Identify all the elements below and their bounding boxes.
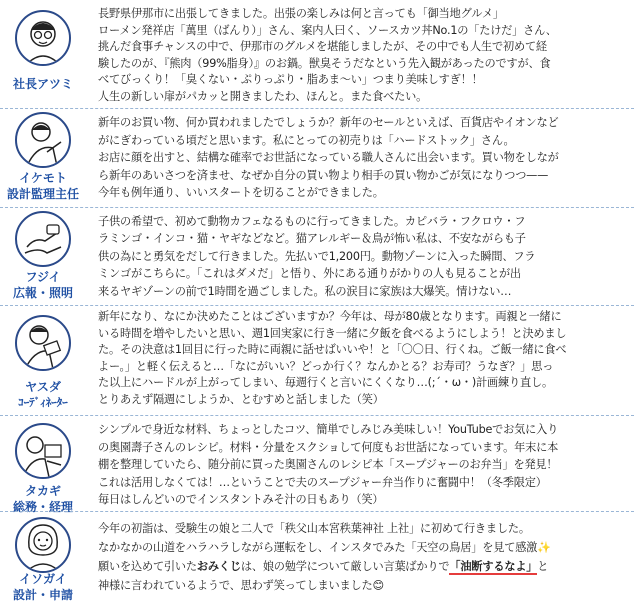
text-line: よー。」と軽く伝えると…「なにがいい？どっか行く？なんかとる？お寿司？うなぎ？」思っ	[98, 359, 554, 373]
name-title: ｺｰﾃﾞｨﾈｰﾀｰ	[18, 396, 68, 409]
hand-pen-icon	[15, 423, 71, 479]
entry-yasuda	[0, 307, 634, 417]
highlight-phrase: 「油断するなよ」	[449, 560, 538, 573]
text-line: シンプルで身近な材料、ちょっとしたコツ、簡単でしみじみ美味しい！YouTubeでお気に入り	[98, 423, 559, 436]
divider	[0, 207, 634, 208]
text-line: 験したのが、『熊肉（99%脂身）』のお鍋。獣臭そうだなという先入観があったのですが、食	[98, 56, 551, 70]
entry-atsumi	[0, 0, 634, 108]
text-line: た以上にハードルが上がってしまい、毎週行くと言いにくくなり…(;´・ω・)計画練り直し。	[98, 376, 553, 390]
text-line: 子供の希望で、初めて動物カフェなるものに行ってきました。カピバラ・フクロウ・フ	[98, 215, 526, 228]
text-line: 長野県伊那市に出張してきました。出張の楽しみは何と言っても「御当地グルメ」	[98, 7, 504, 20]
text-line: 毎日はしんどいのでインスタントみそ汁の日もあり（笑）	[98, 493, 384, 507]
name-title: 設計監理主任	[6, 187, 79, 201]
name-title: 総務・経理	[12, 500, 73, 514]
name-line: イソガイ	[19, 572, 67, 586]
entry-isogai	[0, 513, 634, 602]
staff-name	[0, 379, 86, 411]
text-line: がにぎわっている頃だと思います。私にとっての初売りは「ハードストック」さん。	[98, 133, 515, 147]
divider	[0, 511, 634, 512]
entry-ikemoto	[0, 110, 634, 208]
entry-takagi	[0, 417, 634, 513]
text-line: 新年になり、なにか決めたことはございますか？今年は、母が80歳となります。両親と一緒に	[98, 310, 562, 323]
name-line: タカギ	[24, 484, 61, 498]
name-line: フジイ	[25, 270, 61, 284]
entry-text	[98, 421, 624, 509]
text-line: 今年の初詣は、受験生の娘と二人で「秩父山本宮秩葉神社 上社」に初めて行きました。	[98, 522, 530, 535]
name-title: 設計・申請	[12, 588, 73, 602]
text-line: 来るヤギゾーンの前で1時間を過ごしました。私の涙目に家族は大爆笑。情けない…	[98, 284, 512, 298]
entry-text	[98, 114, 624, 202]
text-line: ローメン発祥店「萬里（ばんり）」さん、案内人曰く、ソースカツ丼No.1の「たけだ」さん、	[98, 23, 557, 37]
text-line: ら新年のあいさつを済ませ、なぜか自分の買い物より相手の買い物かごが気になりつつ——	[98, 168, 549, 182]
entry-text	[98, 519, 624, 595]
person-reading-icon	[15, 315, 71, 371]
text-line: 棚を整理していたら、随分前に買った奥園さんのレシピ本「スープジャーのお弁当」を発見！	[98, 458, 558, 472]
hand-holding-icon	[15, 211, 71, 267]
text-line: いる時間を増やしたいと思い、週1回実家に行き一緒に夕飯を食べるようにしよう！と決めまし	[98, 326, 567, 340]
text-line: なかなかの山道をハラハラしながら運転をし、インスタでみた「天空の鳥居」を見て感激✨	[98, 541, 551, 554]
staff-name	[0, 170, 86, 202]
name-line: ヤスダ	[25, 380, 61, 394]
name-title: 広報・照明	[12, 286, 73, 300]
text-line: これは活用しなくては！…ということで夫のスープジャー弁当作りに奮闘中！（冬季限定）	[98, 475, 547, 489]
text-line: 挑んだ食事チャンスの中で、伊那市のグルメを堪能しましたが、その中でも人生で初めて経	[98, 40, 547, 54]
text-line: 願いを込めて引いたおみくじは、娘の勉学について厳しい言葉ばかりで「油断するなよ」と	[98, 560, 549, 573]
text-line: べてびっくり！「臭くない・ぷりっぷり・脂あま〜い」つまり美味しすぎ！！	[98, 73, 483, 87]
divider	[0, 415, 634, 416]
text-line: 供の為にと勇気をだして行きました。先払いで1,200円。動物ゾーンに入った瞬間、フラ	[98, 249, 536, 263]
text-line: 人生の新しい扉がパカッと開きましたわ、ほんと。また食べたい。	[98, 89, 428, 103]
entry-text	[98, 309, 624, 409]
text-line: 新年のお買い物、何か買われましたでしょうか？新年のセールといえば、百貨店やイオンなど	[98, 116, 559, 129]
staff-name	[0, 269, 86, 301]
staff-name: 社長アツミ	[12, 77, 73, 91]
divider	[0, 305, 634, 306]
entry-text	[98, 6, 624, 106]
entry-text	[98, 213, 624, 300]
text-line: た。その決意は1回目に行った時に両親に話せばいいや！と「〇〇日、行くね。ご飯一緒に食べ	[98, 343, 567, 357]
text-line: の奥園壽子さんのレシピ。材料・分量をスクショして何度もお世話になっています。年末に本	[98, 440, 559, 454]
person-writing-icon	[15, 112, 71, 168]
text-line: 今年も例年通り、いいスタートを切ることができました。	[98, 186, 384, 200]
divider	[0, 108, 634, 109]
text-line: お店に顔を出すと、結構な確率でお世話になっている職人さんに出会います。買い物をしなが	[98, 151, 559, 165]
person-glasses-icon	[15, 10, 71, 66]
name-line: イケモト	[19, 171, 67, 185]
staff-name	[0, 571, 86, 603]
text-line: 神様に言われているようで、思わず笑ってしまいました😊	[98, 579, 384, 592]
woman-icon	[15, 517, 71, 573]
text-line: とりあえず隔週にしようか、とむすめと話しました（笑）	[98, 392, 384, 406]
text-line: ラミンゴ・インコ・猫・ヤギなどなど。猫アレルギー＆鳥が怖い私は、不安ながらも子	[98, 232, 526, 246]
text-line: ミンゴがこちらに。「これはダメだ」と悟り、外にある通りがかりの人も見ることが出	[98, 267, 521, 281]
entry-fujii	[0, 209, 634, 305]
